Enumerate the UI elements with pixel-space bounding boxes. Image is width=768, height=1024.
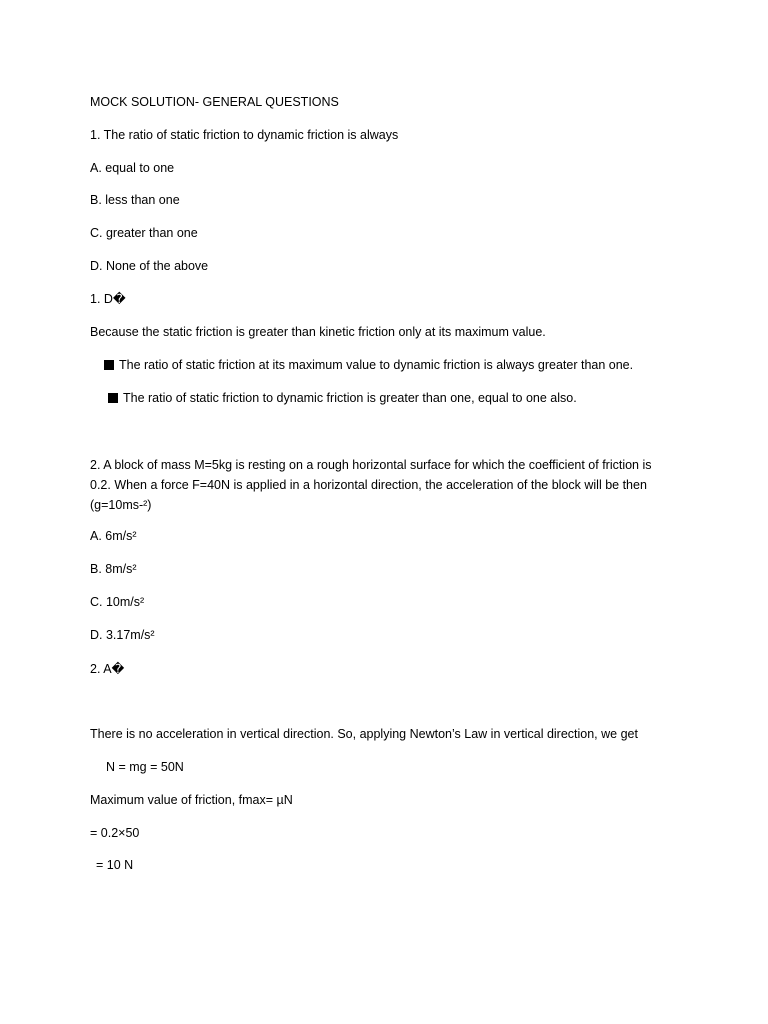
question-1-option-b: B. less than one — [90, 193, 180, 207]
bullet-text: The ratio of static friction to dynamic friction is greater than one, equal to one also. — [123, 391, 577, 405]
question-1-option-c: C. greater than one — [90, 226, 198, 240]
question-2-text: 2. A block of mass M=5kg is resting on a rough horizontal surface for which the coefficient of friction is 0.2. When a force F=40N is applied in a horizontal direction, the acceleration of the block will be then (g=10ms-²) — [90, 458, 652, 512]
question-2-option-c: C. 10m/s² — [90, 595, 145, 609]
question-2-answer: 2. A� — [90, 662, 125, 676]
question-1-explanation: Because the static friction is greater than kinetic friction only at its maximum value. — [90, 325, 546, 339]
question-2-option-b: B. 8m/s² — [90, 562, 137, 576]
question-1-answer: 1. D� — [90, 292, 126, 306]
equation-normal-force: N = mg = 50N — [106, 760, 184, 774]
square-bullet-icon — [104, 360, 114, 370]
question-2-explanation: There is no acceleration in vertical direction. So, applying Newton’s Law in vertical direction, we get — [90, 727, 638, 741]
question-2-option-a: A. 6m/s² — [90, 529, 137, 543]
page-title: MOCK SOLUTION- GENERAL QUESTIONS — [90, 95, 339, 109]
question-1-bullet-item — [104, 357, 633, 373]
question-1-bullet-item — [108, 390, 577, 406]
question-1-option-a: A. equal to one — [90, 161, 175, 175]
bullet-text: The ratio of static friction at its maximum value to dynamic friction is always greater than one. — [119, 358, 634, 372]
equation-friction-result: = 10 N — [96, 858, 134, 872]
question-1-text: 1. The ratio of static friction to dynamic friction is always — [90, 128, 399, 142]
friction-max-label: Maximum value of friction, fmax= µN — [90, 793, 293, 807]
equation-friction-product: = 0.2×50 — [90, 826, 140, 840]
question-2-option-d: D. 3.17m/s² — [90, 628, 155, 642]
question-1-option-d: D. None of the above — [90, 259, 209, 273]
square-bullet-icon — [108, 393, 118, 403]
